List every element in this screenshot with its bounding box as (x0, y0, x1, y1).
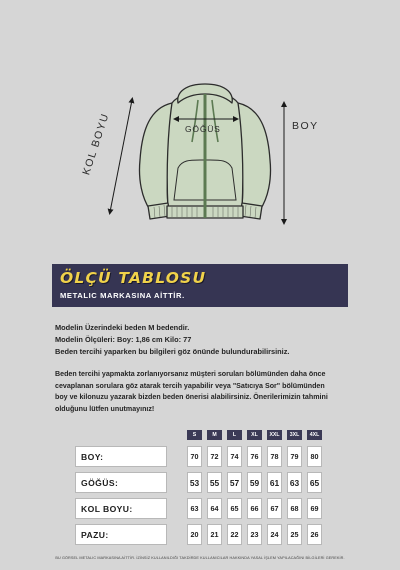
table-cell: 20 (187, 524, 202, 545)
model-info-line: Beden tercihi yaparken bu bilgileri göz önünde bulundurabilirsiniz. (55, 347, 290, 356)
table-cell: 79 (287, 446, 302, 467)
size-header-m: M (207, 430, 222, 440)
size-header-l: L (227, 430, 242, 440)
table-cell: 78 (267, 446, 282, 467)
table-cell: 65 (227, 498, 242, 519)
model-info-line: Modelin Ölçüleri: Boy: 1,86 cm Kilo: 77 (55, 335, 192, 344)
size-header-3xl: 3XL (287, 430, 302, 440)
table-cell: 69 (307, 498, 322, 519)
size-header-xxl: XXL (267, 430, 282, 440)
row-label: PAZU: (75, 524, 167, 545)
table-cell: 61 (267, 472, 282, 493)
boy-label: BOY (292, 120, 319, 132)
table-cell: 21 (207, 524, 222, 545)
table-cell: 24 (267, 524, 282, 545)
table-cell: 67 (267, 498, 282, 519)
table-cell: 68 (287, 498, 302, 519)
table-cell: 63 (187, 498, 202, 519)
table-cell: 55 (207, 472, 222, 493)
size-header-4xl: 4XL (307, 430, 322, 440)
size-header-xl: XL (247, 430, 262, 440)
table-cell: 23 (247, 524, 262, 545)
table-cell: 22 (227, 524, 242, 545)
table-cell: 76 (247, 446, 262, 467)
table-cell: 72 (207, 446, 222, 467)
size-header-s: S (187, 430, 202, 440)
footer-disclaimer: BU GÖRSEL METALIC MARKASINA AİTTİR. İZİNSİZ KULLANILDIĞI TAKDİRDE KULLANICILAR HAKKINDA YASAL İŞLEM YAPILACAĞINI BİLGİLERİ GEREKİR. (55, 556, 345, 560)
banner-subtitle: METALIC MARKASINA AİTTİR. (60, 291, 185, 300)
row-label: BOY: (75, 446, 167, 467)
model-info-line: Modelin Üzerindeki beden M bedendir. (55, 323, 190, 332)
table-cell: 63 (287, 472, 302, 493)
table-cell: 74 (227, 446, 242, 467)
advice-line: olduğunu lütfen unutmayınız! (55, 404, 155, 413)
table-cell: 26 (307, 524, 322, 545)
table-cell: 57 (227, 472, 242, 493)
row-label: GÖĞÜS: (75, 472, 167, 493)
row-label: KOL BOYU: (75, 498, 167, 519)
table-cell: 25 (287, 524, 302, 545)
hoodie-illustration (0, 0, 400, 245)
table-cell: 64 (207, 498, 222, 519)
advice-line: Beden tercihi yapmakta zorlanıyorsanız müşteri soruları bölümünden daha önce (55, 370, 326, 378)
table-cell: 66 (247, 498, 262, 519)
table-cell: 80 (307, 446, 322, 467)
gogus-label: GÖĞÜS (185, 124, 221, 134)
model-info (55, 322, 355, 358)
table-cell: 65 (307, 472, 322, 493)
advice-line: cevaplanan sorulara göz atarak tercih yapabilir veya "Satıcıya Sor" bölümünden (55, 381, 325, 390)
kol-boyu-label: KOL BOYU (80, 111, 112, 177)
table-cell: 53 (187, 472, 202, 493)
banner-title: ÖLÇÜ TABLOSU (60, 269, 207, 287)
table-cell: 59 (247, 472, 262, 493)
size-chart-banner (52, 264, 348, 307)
advice-line: boy ve kilonuzu yazarak bizden beden önerisi alabilirsiniz. Önerilerimizin tahmini (55, 393, 328, 402)
table-cell: 70 (187, 446, 202, 467)
size-advice-text (55, 369, 355, 415)
kol-boyu-arrow (110, 100, 132, 212)
